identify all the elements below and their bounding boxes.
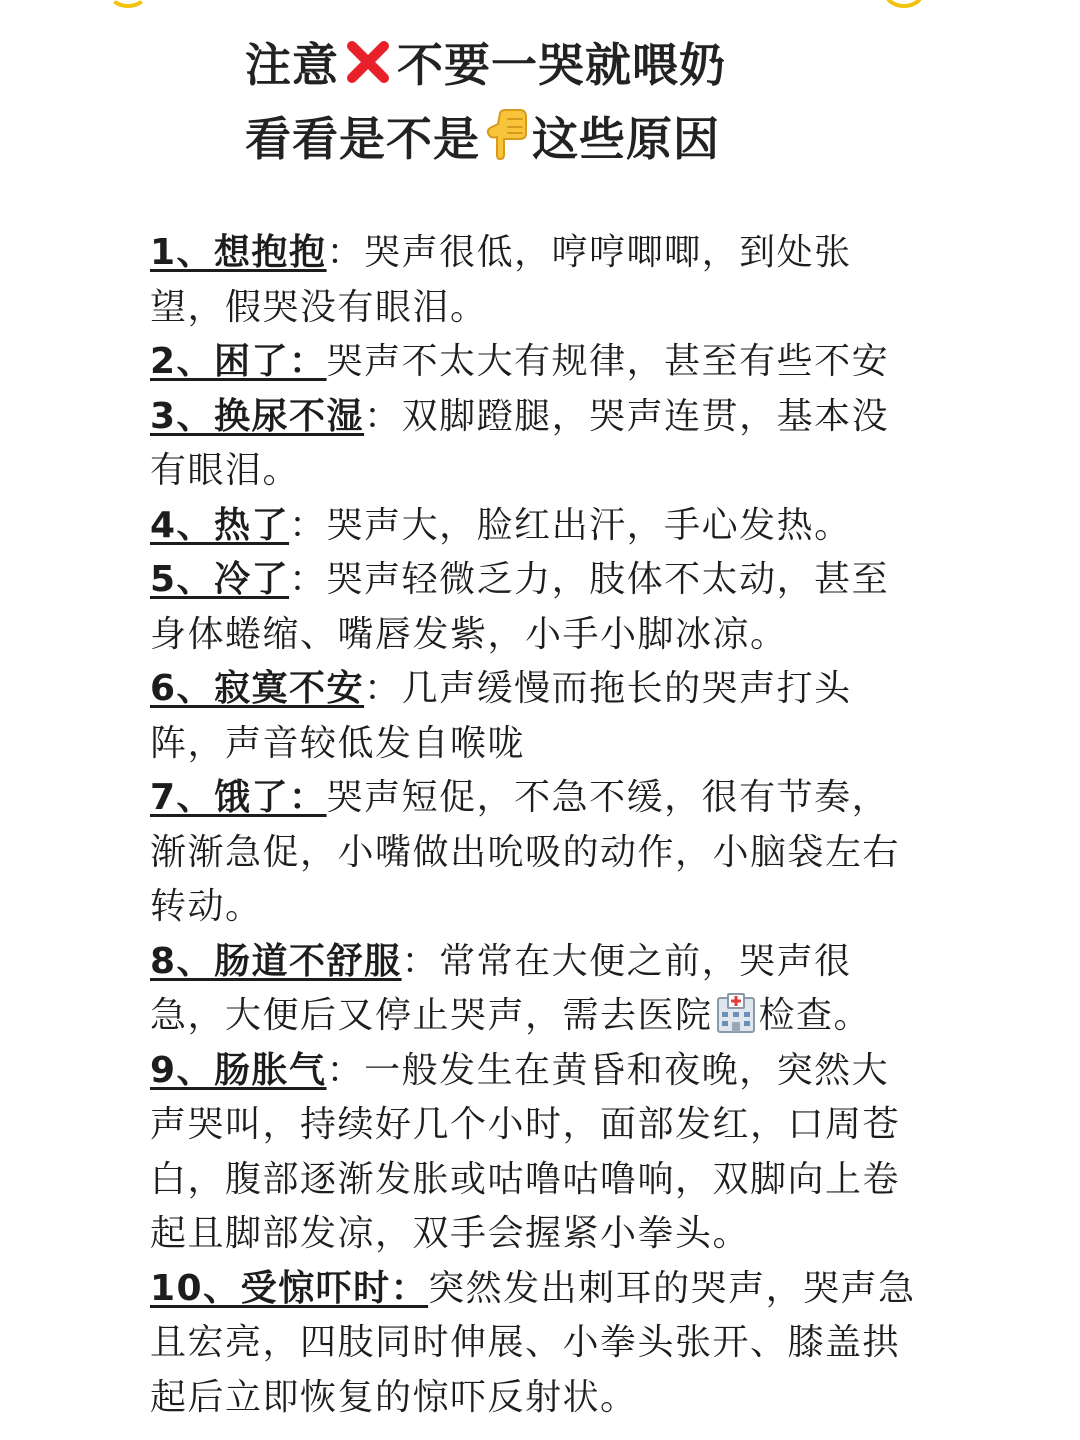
list-item (150, 662, 920, 771)
page-title (245, 28, 865, 176)
pointing-down-hand-icon (484, 108, 528, 182)
item-label: 5、冷了 (150, 559, 290, 600)
title-text: 注意 (245, 38, 339, 92)
item-text: 哭声不太大有规律，甚至有些不安 (326, 341, 890, 382)
list-item (150, 935, 920, 1044)
item-text: ：双脚蹬腿，哭声连贯，基本没有眼泪。 (150, 395, 890, 491)
title-text: 看看是不是 (245, 112, 480, 166)
item-text: ：一般发生在黄昏和夜晚，突然大声哭叫，持续好几个小时，面部发红，口周苍白，腹部逐渐发胀或咕噜咕噜响，双脚向上卷起且脚部发凉，双手会握紧小拳头。 (150, 1049, 901, 1254)
list-item (150, 553, 920, 662)
item-text: ：哭声轻微乏力，肢体不太动，甚至身体蜷缩、嘴唇发紫，小手小脚冰凉。 (150, 559, 890, 655)
item-text: ：常常在大便之前，哭声很急，大便后又停止哭声，需去医院 (150, 940, 852, 1036)
title-line-2 (245, 102, 865, 176)
item-label: 7、饿了： (150, 777, 327, 818)
title-line-1 (245, 28, 865, 102)
decorative-corner-left (108, 0, 148, 8)
item-text: 哭声短促，不急不缓，很有节奏，渐渐急促，小嘴做出吮吸的动作，小脑袋左右转动。 (150, 777, 901, 927)
item-label: 8、肠道不舒服 (150, 940, 402, 982)
list-item (150, 499, 920, 554)
item-text: 突然发出刺耳的哭声，哭声急且宏亮，四肢同时伸展、小拳头张开、膝盖拱起后立即恢复的惊吓反射状。 (150, 1267, 916, 1418)
item-label: 2、困了： (150, 341, 327, 382)
title-text: 不要一哭就喂奶 (397, 38, 726, 92)
item-label: 1、想抱抱 (150, 232, 327, 273)
item-label: 4、热了 (150, 504, 290, 546)
hospital-icon (715, 992, 757, 1034)
item-text: ：几声缓慢而拖长的哭声打头阵，声音较低发自喉咙 (150, 668, 852, 764)
item-label: 6、寂寞不安 (150, 668, 365, 709)
title-text: 这些原因 (532, 112, 720, 166)
cross-mark-icon (343, 34, 393, 108)
item-label: 9、肠胀气 (150, 1049, 327, 1091)
item-text: ：哭声很低，哼哼唧唧，到处张望，假哭没有眼泪。 (150, 232, 852, 328)
decorative-corner-right (884, 0, 924, 8)
item-text-after-icon: 检查。 (758, 995, 872, 1036)
list-item (150, 335, 920, 390)
cause-list (150, 226, 920, 1425)
list-item (150, 771, 920, 935)
item-label: 3、换尿不湿 (150, 395, 365, 437)
list-item (150, 390, 920, 499)
item-text: ：哭声大，脸红出汗，手心发热。 (289, 504, 852, 546)
list-item (150, 1262, 920, 1426)
list-item (150, 1044, 920, 1262)
list-item (150, 226, 920, 335)
item-label: 10、受惊吓时： (150, 1267, 429, 1309)
